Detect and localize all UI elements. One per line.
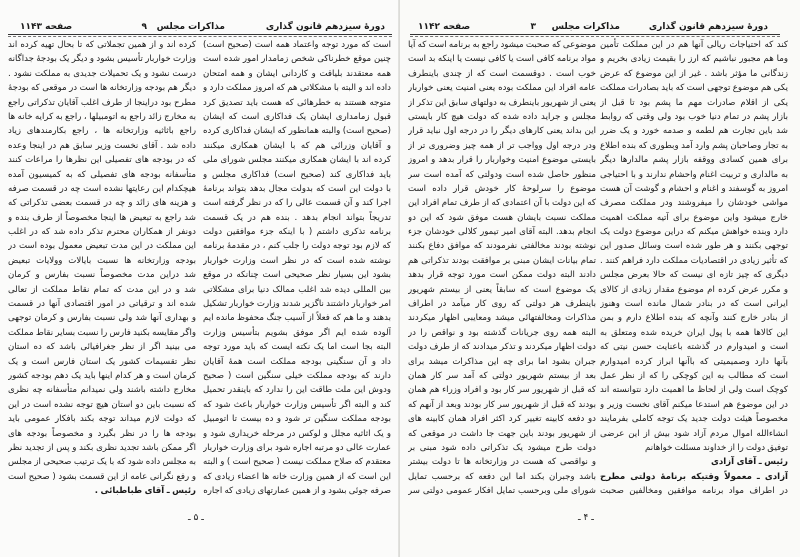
text-line: دو دفعه کابینه تغییر کرد اکثر افراد همان کابینه های xyxy=(408,414,596,425)
text-line: یکی از اقلام صادرات مهم ما پشم بود تا قبل از xyxy=(600,97,788,108)
page-number: صفحه ۱۱۴۳ xyxy=(20,22,73,32)
text-line: به تجار وصاحبان پشم وارد آمد وبطوری که بنده اطلاع xyxy=(600,140,788,151)
page-footer-number: ـ ۴ ـ xyxy=(578,513,594,523)
text-line: مجلس و جراید داده شده که دولت هیچ کار بایستی xyxy=(408,111,596,122)
text-line: وزارت خواربار تأسیس بشود و دیگر یک بودجهٔ جداگانه xyxy=(8,54,196,65)
text-column-left xyxy=(8,38,196,499)
text-line: کند و البته اگر تأسیس وزارت خواربار باعث شود که xyxy=(203,399,391,410)
text-line: (صحیح است) والبته همانطور که ایشان فداکاری کرده xyxy=(203,126,391,137)
text-line: دونفر از همکاران محترم تذکر داده شد که در اغلب xyxy=(8,227,196,238)
text-line: ودر درجه اول وواجب تر از همه چیز وضروری تر از xyxy=(408,140,596,151)
term-label: دورهٔ سیزدهم قانون گذاری xyxy=(648,22,768,32)
text-line: این بداند یعنی کارهای دیگر را در درجه اول نباید قرار xyxy=(408,126,596,137)
text-line: شورای ملی وبرحسب تمایل افکار عمومی دولتی سر xyxy=(408,486,596,497)
text-line: انشاءالله اموال مردم آزاد شود بیش از این عرضی xyxy=(600,428,788,439)
text-line: متوجه هستند به خطرهائی که هست باید تصدیق کرد xyxy=(203,97,391,108)
text-line: واگر مقایسه بکنید فارس را نسبت بسایر نقاط مملکت xyxy=(8,327,196,338)
text-line: آلوده شده ایم اگر موفق بشویم بتأسیس وزارت xyxy=(203,327,391,338)
text-line: بایستی موضوع امنیت وخواربار را قرار بدهد و امروز xyxy=(408,155,596,166)
text-line: توجهی بکنند و هر طور شده است وسائل صدور این xyxy=(600,241,788,252)
text-line: شد دراین مدت مخصوصاً نسبت بفارس و کرمان xyxy=(8,270,196,281)
text-line: که این دولت با آن اعتمادی که از طرف تمام افراد این xyxy=(408,198,596,209)
text-line: همه معتقدند بلیاقت و کاردانی ایشان و همه امتحان xyxy=(203,68,391,79)
text-line: کرمان است و هر کدام اینها باید یک دهم بودجه کشور xyxy=(8,370,196,381)
text-line: تدریجاً بتواند انجام بدهد . بنده هم در یک قسمت xyxy=(203,212,391,223)
text-line: که در بودجه های تفصیلی این نظرها را مراعات کنند xyxy=(8,155,196,166)
text-line: متأسفانه بودجه های تفصیلی که به کمیسیون آمده xyxy=(8,169,196,180)
text-line: بین المللی دیده شد اغلب ممالک دنیا برای مشکلاتی xyxy=(203,284,391,295)
text-line: کوچک است ولی از لحاظ ما اهمیت دارد نتوانسته اند xyxy=(600,385,788,396)
text-line: است که مطالب به این کوچکی را که از نظر عمل xyxy=(600,370,788,381)
text-line: وما هم مجبور نباشیم که ارز را بقیمت زیادی بخریم و xyxy=(600,54,788,65)
text-line: البته همه روی جریانات گذشته بود و نواقص را در xyxy=(408,327,596,338)
text-line: بآنها دارد وصمیمیتی که باآنها ابراز کرده امیدوارم xyxy=(600,356,788,367)
text-line: یکی هم موضوع توجهی است که باید بصادرات مملکت xyxy=(600,83,788,94)
text-line: دارد وبنده خواهش میکنم که دراین موضوع دولت یک xyxy=(600,227,788,238)
text-line: دادند البته دولت ممکن است مورد توجه قرار بدهد xyxy=(408,270,596,281)
text-line: دیگر هم بودجه وزارتخانه ها است در موقعی که بودجهٔ xyxy=(8,83,196,94)
text-line: بودجه ها را در نظر بگیرد و مخصوصاً بودجه های xyxy=(8,428,196,439)
text-line: باید فداکاری کند (صحیح است) فداکاری مجلس و xyxy=(203,169,391,180)
text-line: در اطراف مواد برنامه موافقین ومخالفین صحبت xyxy=(600,486,788,497)
text-line: شد راجع به تبعیض ها اینجا مخصوصاً از طرف بنده و xyxy=(8,212,196,223)
text-line: موضوعی که صحبت میشود راجع به برنامه است که آیا xyxy=(408,40,596,50)
text-line: قبول زمامداری ایشان یک فداکاری است که ایشان xyxy=(203,111,391,122)
text-line: داده شد . آقای نخست وزیر سابق هم در اینجا وعده xyxy=(8,140,196,151)
right-page xyxy=(400,0,800,557)
text-line: با دولت این است که بدولت مجال بدهد بتواند برنامهٔ xyxy=(203,183,391,194)
header-rule xyxy=(410,34,780,37)
text-line: معتقدم که صلاح مملکت نیست ( صحیح است ) و البته xyxy=(203,457,391,468)
journal-title: مذاکرات مجلس xyxy=(156,22,225,32)
text-line: دیگری که چیز تازه ای نیست که حالا بعرض مجلس xyxy=(600,270,788,281)
text-line: نوشته بودند مخالفتی نفرمودند که موافق دفاع بکنند xyxy=(408,241,596,252)
text-line: به مجلس داده شود که با یک ترتیب صحیحی از مجلس xyxy=(8,457,196,468)
text-line: امروز به گوسفند و اغنام و احشام و گوشت آن هست xyxy=(600,183,788,194)
text-line: و هزینه های زائد و چه در قسمت بعضی تذکراتی که xyxy=(8,198,196,209)
text-line: توفیق دولت را از خداوند مسئلت خواهانم xyxy=(644,442,788,453)
text-line: برای همین کسادی ووقفه بازار پشم مالدارها دیگر xyxy=(600,155,788,166)
text-line: و مکرر عرض کرده ام موضوع مقدار زیادی از کالای xyxy=(600,284,788,295)
text-line: نوشته شده است که در نظر است وزارت خواربار xyxy=(203,255,391,266)
text-line: اگر ممکن باشد تجدید نظری بکند و پس از تجدید نظر xyxy=(8,442,196,453)
text-column-left xyxy=(408,38,596,499)
text-line: مملکت نسبت بایشان هست موفق شود که این دو xyxy=(408,212,596,223)
text-line: مذاکرات ومخالفتهائی میشد ومعایبی اظهار میکردند xyxy=(408,313,596,324)
text-line: باشد وجبران بکند اما این دفعه که برحسب تمایل xyxy=(408,471,596,482)
text-line: منظور حاصل شده است ودولتی که آمده است سر xyxy=(408,169,596,180)
text-line: که تأثیر زیادی در اقتصادیات مملکت دارد فراهم کنند . xyxy=(600,255,788,266)
text-line: دولت اظهار میکردند و تذکر میدادند که از طرف دولت xyxy=(408,342,596,353)
text-line: برنامه تذکری داشتم ( با اینکه جزء موافقین دولت xyxy=(203,227,391,238)
page-footer-number: ـ ۵ ـ xyxy=(188,513,204,523)
text-line: زندگانی ما مؤثر باشد . غیر از این موضوع که عرض xyxy=(600,68,788,79)
text-line: بشود این بسیار نظر صحیحی است چنانکه در موقع xyxy=(203,270,391,281)
text-line: امر خواربار داشتند ناگزیر شدند وزارت خواربار تشکیل xyxy=(203,299,391,310)
text-line: مطرح بود دراینجا از طرف اغلب آقایان تذکراتی راجع xyxy=(8,97,196,108)
text-line: این است که از همین وزارت خانه ها اعضاء زیادی که xyxy=(203,471,391,482)
text-line: است و امیدوارم در گذشته باعنایت حسن نیتی که xyxy=(600,342,788,353)
text-line: بودجه مملکت سنگین تر شود و ده بیست تا اتومبیل xyxy=(203,414,391,425)
text-line: البته بجا است اما یک نکته ایست که باید مورد توجه xyxy=(203,342,391,353)
text-line: کرده اند و از همین تجملاتی که تا بحال تهیه کرده اند xyxy=(8,40,196,50)
text-line: یعنی از شهریور باینطرف به دولتهای سابق این تذکر از xyxy=(408,97,596,108)
text-line: درست نشود و یک تحمیلات جدیدی به مملکت نشود . xyxy=(8,68,196,79)
text-line: در این موضوع هم استدعا میکنم آقای نخست وزیر و xyxy=(600,399,788,410)
text-line: رئیس ـ آقای طباطبائی . xyxy=(94,486,196,497)
text-line: شد باین تجارت هم لطمه و صدمه خورد و یک ضرر xyxy=(600,126,788,137)
text-line: بودند که قبل از شهریور سر کار بودند وبعد از آنهم که xyxy=(408,399,596,410)
page-header xyxy=(418,22,768,34)
text-line: به مخارج زائد راجع به اتومبیلها ، راجع به کرایه خانه ها xyxy=(8,111,196,122)
text-line: خارج میشود واین موضوع برای آتیه مملکت اهمیت xyxy=(600,212,788,223)
text-line: بازار پشم در تمام دنیا خوب بود ولی وقتی که روابط xyxy=(600,111,788,122)
text-line: مخارج داشته باشند ولی نمیدانم متأسفانه چه نظری xyxy=(8,385,196,396)
text-line: ایرانی است که در بنادر شمال مانده است وهنوز xyxy=(600,299,788,310)
text-line: بودجه وزارتخانه ها نسبت بایالات وولایات تبعیض xyxy=(8,255,196,266)
term-label: دورهٔ سیزدهم قانون گذاری xyxy=(265,22,385,32)
text-line: دارند که بودجه مملکت خیلی سنگین است ( صحیح xyxy=(203,370,391,381)
issue-number: ۳ xyxy=(530,22,536,32)
text-line: موضوع را سرلوحهٔ کار خودش قرار داده است xyxy=(408,183,596,194)
header-rule xyxy=(8,34,392,37)
text-line: بعد از بیستم شهریور دولتی که آمد سر کار همان xyxy=(408,370,596,381)
text-line: شده اند و ترقیاتی در امور اقتصادی آنها در قسمت xyxy=(8,299,196,310)
text-line: که دولت لازم میداند توجه بکند بافکار عمومی باید xyxy=(8,414,196,425)
text-line: به مالداری و تربیت اغنام واحشام ندارند و با احتیاجی xyxy=(600,169,788,180)
text-line: می بینید اگر از نظر جغرافیائی باشد که ده استان xyxy=(8,342,196,353)
text-line: جبران بشود اما برای چه این مذاکرات میشد برای xyxy=(408,356,596,367)
text-line: که لازم بود توجه دولت را جلب کنم ، در مقدمهٔ برنامه xyxy=(203,241,391,252)
text-line: این کالاها همه با پول ایران خریده شده ومتعلق به xyxy=(600,327,788,338)
text-line: کند که احتیاجات ریالی آنها هم در این مملکت تأمین xyxy=(600,40,788,50)
text-line: هیچکدام این رعایتها نشده است چه در قسمت صرفه xyxy=(8,183,196,194)
text-line: آزادی ـ معمولاً وقتیکه برنامهٔ دولتی مطرح xyxy=(600,471,788,482)
text-line: که نسبت باین دو استان هیچ توجه نشده است در این xyxy=(8,399,196,410)
text-line: داده اند و البته با مشکلاتی هم که امروز مملکت دارد و xyxy=(203,83,391,94)
text-line: و یک اثاثیه مجلل و لوکس در مرحله خریداری شود و xyxy=(203,428,391,439)
text-line: ودوش این ملت طاقت این را ندارد که باینقدر تحمیل xyxy=(203,385,391,396)
issue-number: ۹ xyxy=(141,22,147,32)
text-line: باینطرف هر دولتی که روی کار میآمد در اطراف xyxy=(408,299,596,310)
text-line: و رفع نگرانی عامه از این قسمت بشود ( صحیح است xyxy=(8,471,196,482)
text-line: یک موضوع است که سابقاً یعنی از بیستم شهریور xyxy=(408,284,596,295)
text-line: و نواقصی که هست در وزارتخانه ها تا دولت بیشتر xyxy=(408,457,596,468)
text-line: دولت طرح میشود یک تذکراتی داده شود مبنی بر xyxy=(408,442,596,453)
text-line: داد و آن سنگینی بودجه مملکت است همهٔ آقایان xyxy=(203,356,391,367)
text-line: این مملکت در این مدت تبعیض معمول بوده است در xyxy=(8,241,196,252)
text-line: مواشی خودشان را میفروشند ودر مملکت مصرف xyxy=(600,198,788,209)
journal-title: مذاکرات مجلس xyxy=(551,22,620,32)
text-line: انجام بدهد. البته آقای امیر تیمور کلالی خودشان جزء xyxy=(408,227,596,238)
text-line: شد و در این مدت که تمام نقاط مملکت از تعالی xyxy=(8,284,196,295)
text-line: و آقایان وزرائی هم که با ایشان همکاری میکنند xyxy=(203,140,391,151)
text-line: راجع باثاثیه وزارتخانه ها ، راجع بکارمندهای زیاد xyxy=(8,126,196,137)
text-line: و بهداری آنها شد ولی نسبت بفارس و کرمان توجهی xyxy=(8,313,196,324)
text-line: عمارت عالی دو مرتبه اجاره شود برای وزارت خواربار xyxy=(203,442,391,453)
page-header xyxy=(20,22,385,34)
text-line: بدهند و ما هم که فعلاً از آسیب جنگ محفوظ مانده ایم xyxy=(203,313,391,324)
text-line: خوب است . دوقسمت است که از چندی باینطرف xyxy=(408,68,596,79)
text-line: رئیس ـ آقای آزادی xyxy=(710,457,788,468)
text-line: از شهریور بودند باین جهت جا داشت در موقعی که xyxy=(408,428,596,439)
text-line: است که مورد توجه واعتماد همه است (صحیح است) xyxy=(203,40,391,50)
text-line: مواد برنامه کافی است یا کافی نیست یا اینکه بد است xyxy=(408,54,596,65)
text-line: که قبل از شهریور سر کار بود و افراد وزراء هم همان xyxy=(408,385,596,396)
text-line: تمام بیانات ایشان مبنی بر موافقت بودند تذکراتی هم xyxy=(408,255,596,266)
page-number: صفحه ۱۱۴۲ xyxy=(418,22,471,32)
text-line: از بنادر خارج کنند وآنچه که بنده اطلاع دارم و بمن xyxy=(600,313,788,324)
text-line: نظر تقسیمات کشور یک استان فارس است و یک xyxy=(8,356,196,367)
text-line: اجرا کند و آن قسمت عالی را که در نظر گرفته است xyxy=(203,198,391,209)
text-line: کرده اند با ایشان همکاری میکنند مجلس شورای ملی xyxy=(203,155,391,166)
text-line: صرفه جوئی بشود و از همین عمارتهای زیادی که اجاره xyxy=(203,486,391,497)
text-line: چنین موقع خطرناکی شخص زمامدار امور شده است xyxy=(203,54,391,65)
text-line: مخصوصاً هیئت دولت جدید یک توجه کاملی بفرمایند xyxy=(600,414,788,425)
text-line: عامه افراد این مملکت بوده یعنی امنیت یعنی خواربار xyxy=(408,83,596,94)
text-column-right xyxy=(600,38,788,499)
text-column-right xyxy=(203,38,391,499)
